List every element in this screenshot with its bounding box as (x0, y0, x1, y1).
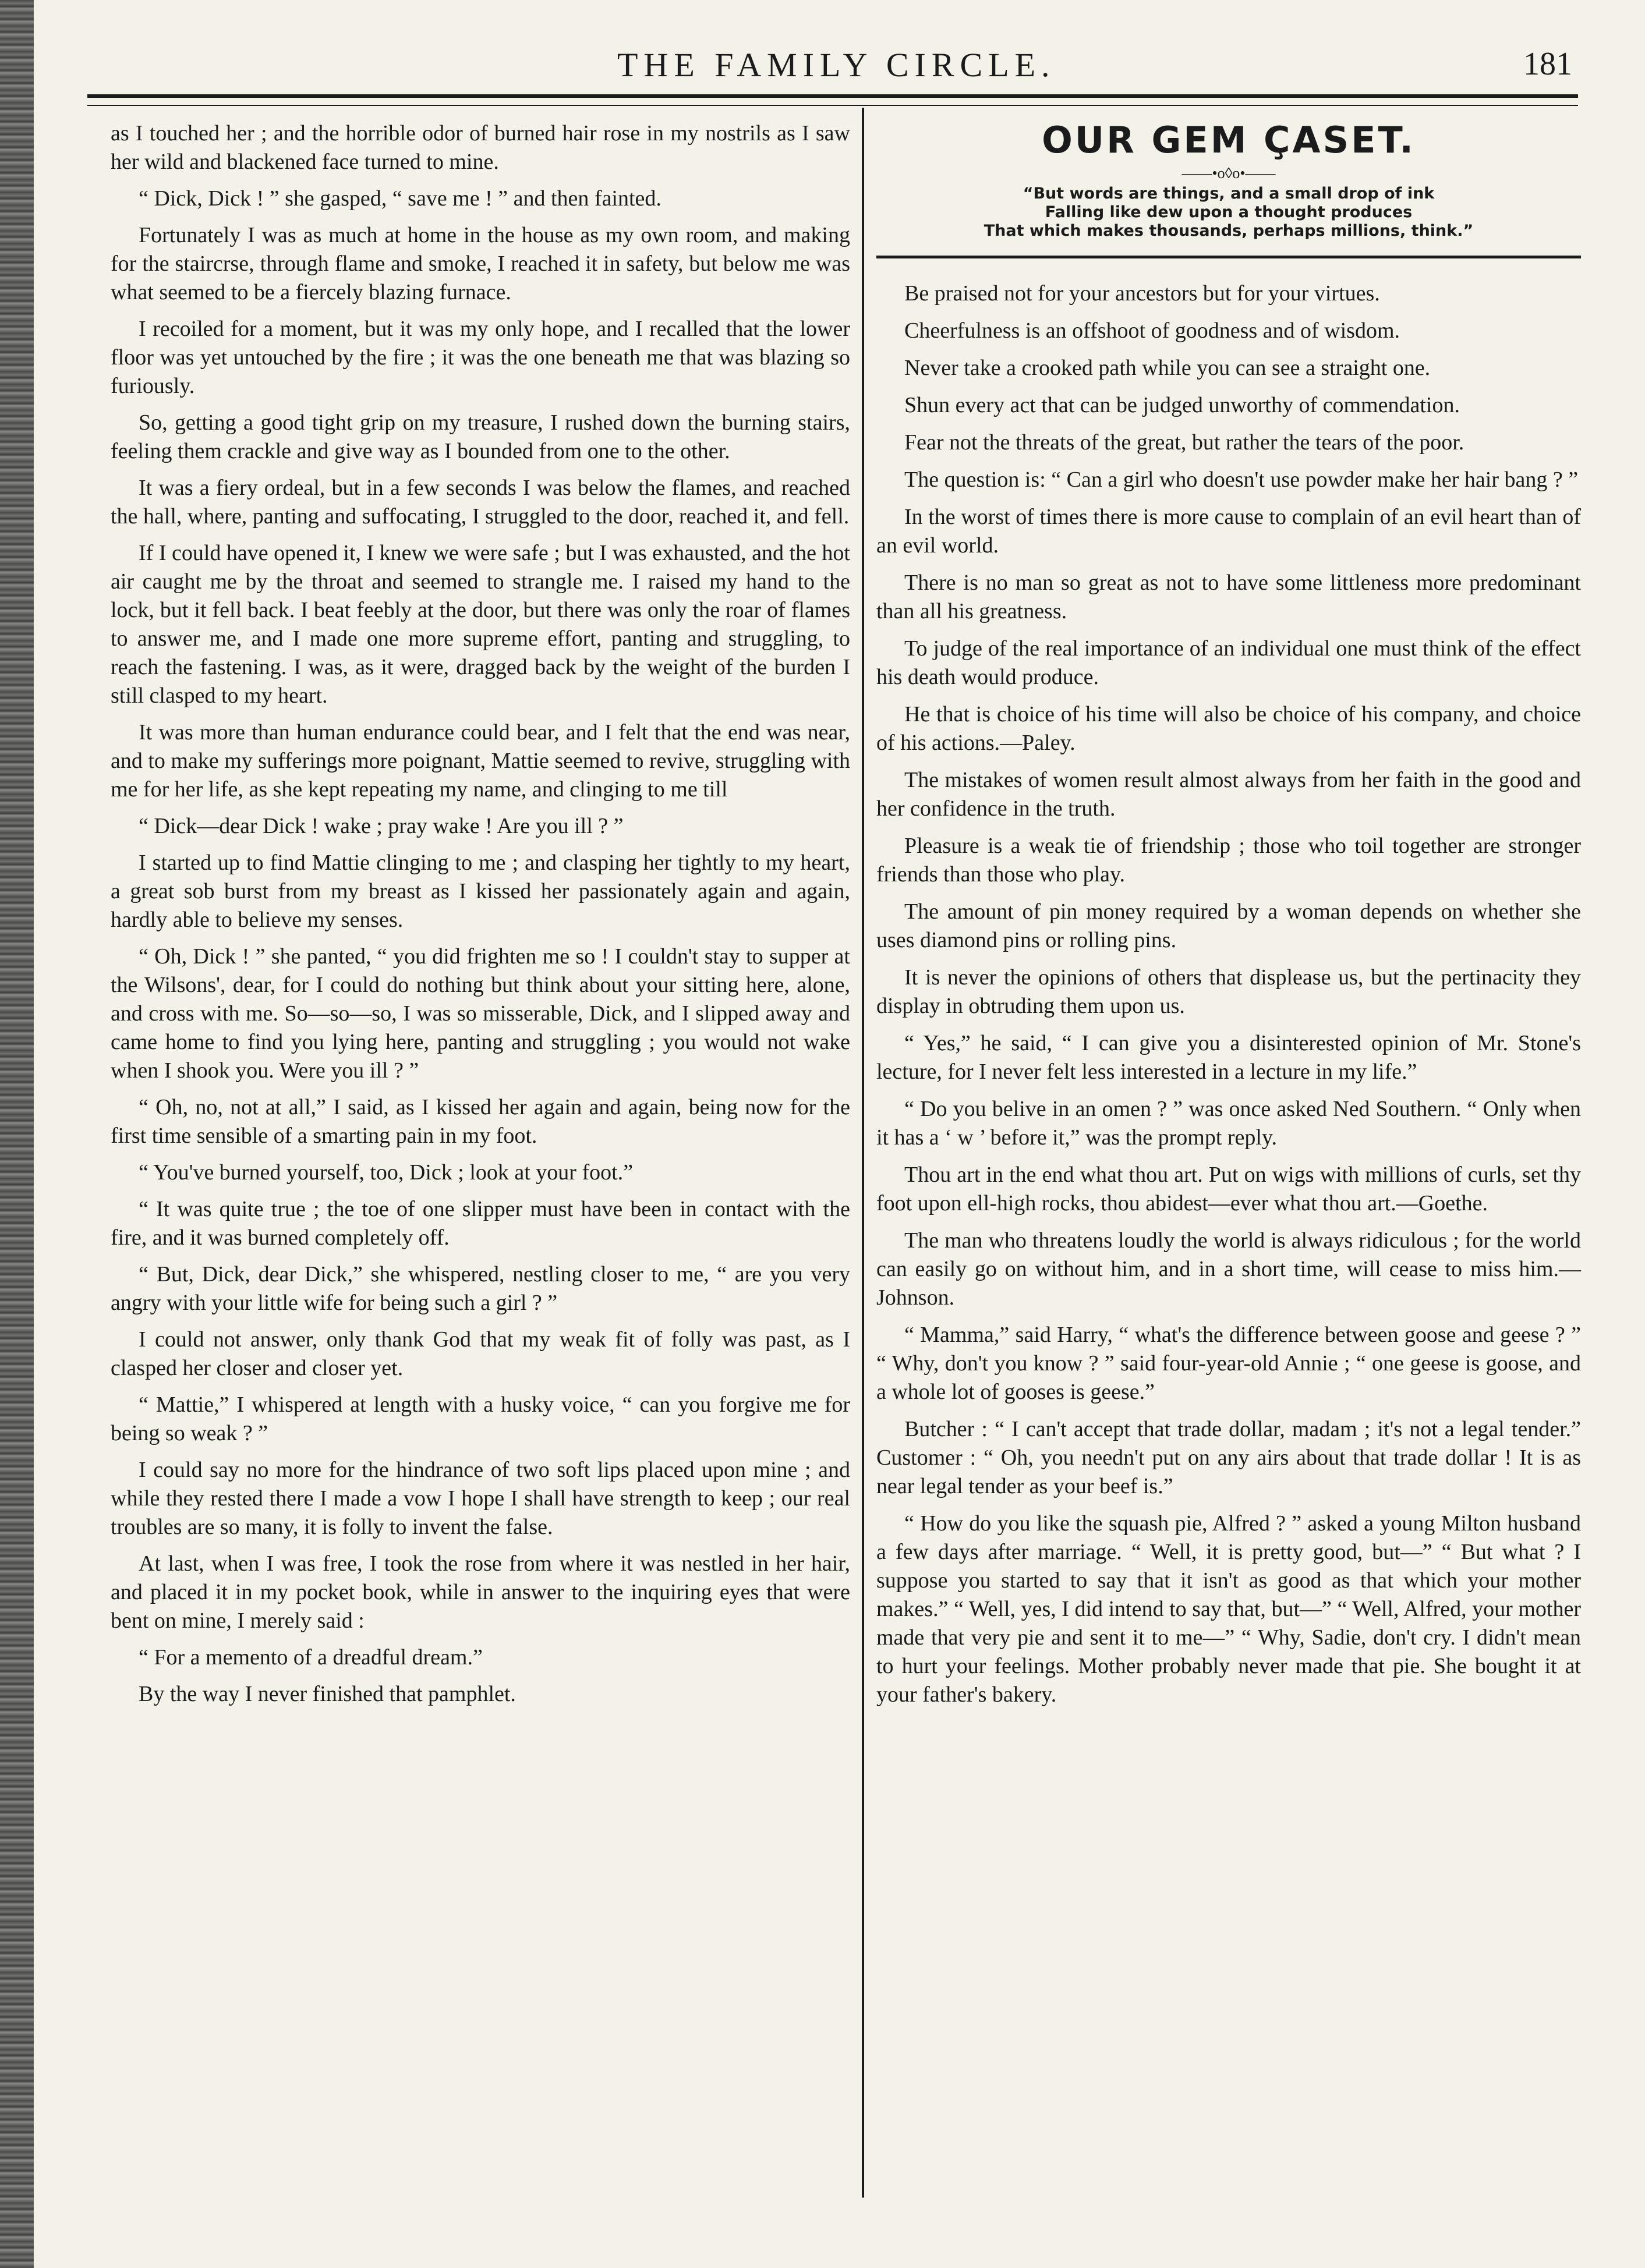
gem-caset-column (876, 119, 1581, 1718)
story-paragraph: “ It was quite true ; the toe of one slipper must have been in contact with the fire, and it was burned completely off. (111, 1197, 850, 1250)
gem-item: There is no man so great as not to have some littleness more predominant than all his greatness. (876, 570, 1581, 623)
gem-item: The mistakes of women result almost always from her faith in the good and her confidence in the truth. (876, 768, 1581, 821)
header-rule (87, 94, 1578, 106)
page-binding-edge (0, 0, 34, 2268)
epigraph-line: That which makes thousands, perhaps millions, think.” (984, 222, 1474, 240)
section-rule (876, 256, 1581, 258)
gem-item: Cheerfulness is an offshoot of goodness and of wisdom. (904, 318, 1400, 343)
gem-item: To judge of the real importance of an individual one must think of the effect his death would produce. (876, 636, 1581, 689)
gem-item: “ How do you like the squash pie, Alfred ? ” asked a young Milton husband a few days after marriage. “ Well, it is pretty good, but—” “ But what ? I suppose you started to say that it isn't as good as that which your mother makes.” “ Well, yes, I did intend to say that, but—” “ Well, Alfred, your mother made that very pie and sent it to me—” “ Why, Sadie, don't cry. I didn't mean to hurt your feelings. Mother probably never made that pie. She bought it at your father's bakery. (876, 1511, 1581, 1707)
story-paragraph: “ Oh, Dick ! ” she panted, “ you did frighten me so ! I couldn't stay to supper at the Wilsons', dear, for I could do nothing but think about your sitting here, alone, and cross with me. So—so—so, I was so misserable, Dick, and I slipped away and came home to find you lying here, panting and struggling ; you would not wake when I shook you. Were you ill ? ” (111, 944, 850, 1083)
gem-item: Never take a crooked path while you can see a straight one. (904, 356, 1431, 380)
gem-item: In the worst of times there is more cause to complain of an evil heart than of an evil world. (876, 505, 1581, 558)
gem-item: Fear not the threats of the great, but rather the tears of the poor. (904, 430, 1464, 455)
story-paragraph: It was more than human endurance could bear, and I felt that the end was near, and to make my sufferings more poignant, Mattie seemed to revive, struggling with me for her life, as she kept repeating my name, and clinging to me till (111, 720, 850, 802)
story-paragraph: So, getting a good tight grip on my treasure, I rushed down the burning stairs, feeling them crackle and give way as I bounded from one to the other. (111, 410, 850, 463)
gem-item: Pleasure is a weak tie of friendship ; those who toil together are stronger friends than those who play. (876, 834, 1581, 887)
story-paragraph: “ But, Dick, dear Dick,” she whispered, nestling closer to me, “ are you very angry with your little wife for being such a girl ? ” (111, 1262, 850, 1315)
story-paragraph: “ For a memento of a dreadful dream.” (139, 1645, 483, 1670)
gem-item: “ Do you belive in an omen ? ” was once asked Ned Southern. “ Only when it has a ‘ w ’ before it,” was the prompt reply. (876, 1097, 1581, 1150)
epigraph-line: “But words are things, and a small drop of ink (1023, 185, 1435, 203)
story-paragraph: I started up to find Mattie clinging to me ; and clasping her tightly to my heart, a great sob burst from my breast as I kissed her passionately again and again, hardly able to believe my senses. (111, 850, 850, 932)
epigraph-line: Falling like dew upon a thought produces (1045, 203, 1413, 221)
page-number: 181 (1523, 46, 1572, 82)
story-paragraph: “ Dick—dear Dick ! wake ; pray wake ! Are you ill ? ” (139, 814, 624, 838)
section-title: OUR GEM ÇASET. (1042, 119, 1416, 161)
story-column (111, 119, 850, 1717)
gem-item: Butcher : “ I can't accept that trade dollar, madam ; it's not a legal tender.” Customer : “ Oh, you needn't put on any airs about that trade dollar ! It is as near legal tender as your beef is.” (876, 1417, 1581, 1498)
column-divider (862, 108, 864, 2198)
story-paragraph: as I touched her ; and the horrible odor of burned hair rose in my nostrils as I saw her wild and blackened face turned to mine. (111, 121, 850, 174)
story-paragraph: Fortunately I was as much at home in the house as my own room, and making for the staircrse, through flame and smoke, I reached it in safety, but below me was what seemed to be a fiercely blazing furnace. (111, 223, 850, 304)
gem-item: He that is choice of his time will also be choice of his company, and choice of his actions.—Paley. (876, 702, 1581, 755)
gem-item: The man who threatens loudly the world is always ridiculous ; for the world can easily go on without him, and in a short time, will cease to miss him.—Johnson. (876, 1228, 1581, 1310)
gem-item: It is never the opinions of others that displease us, but the pertinacity they display in obtruding them upon us. (876, 965, 1581, 1018)
epigraph (876, 185, 1581, 240)
story-paragraph: I could not answer, only thank God that my weak fit of folly was past, as I clasped her closer and closer yet. (111, 1327, 850, 1380)
page-header (582, 45, 1572, 92)
story-paragraph: “ Oh, no, not at all,” I said, as I kissed her again and again, being now for the first time sensible of a smarting pain in my foot. (111, 1095, 850, 1148)
gem-item: “ Mamma,” said Harry, “ what's the difference between goose and geese ? ” “ Why, don't you know ? ” said four-year-old Annie ; “ one geese is goose, and a whole lot of gooses is geese.” (876, 1323, 1581, 1404)
journal-title: THE FAMILY CIRCLE. (617, 46, 1056, 84)
story-paragraph: It was a fiery ordeal, but in a few seconds I was below the flames, and reached the hall, where, panting and suffocating, I struggled to the door, reached it, and fell. (111, 476, 850, 529)
story-paragraph: At last, when I was free, I took the rose from where it was nestled in her hair, and placed it in my pocket book, while in answer to the inquiring eyes that were bent on mine, I merely said : (111, 1551, 850, 1633)
gem-item: Shun every act that can be judged unworthy of commendation. (904, 393, 1460, 417)
story-paragraph: “ You've burned yourself, too, Dick ; look at your foot.” (139, 1160, 634, 1185)
gem-item: The amount of pin money required by a woman depends on whether she uses diamond pins or rolling pins. (876, 899, 1581, 952)
title-ornament: ——•o◊o•—— (1181, 165, 1276, 182)
gem-item: Be praised not for your ancestors but for your virtues. (904, 281, 1380, 306)
story-paragraph: “ Dick, Dick ! ” she gasped, “ save me ! ” and then fainted. (139, 186, 661, 211)
gem-item: The question is: “ Can a girl who doesn't use powder make her hair bang ? ” (904, 467, 1579, 492)
gem-item: Thou art in the end what thou art. Put on wigs with millions of curls, set thy foot upon ell-high rocks, thou abidest—ever what thou art.—Goethe. (876, 1163, 1581, 1215)
story-paragraph: I could say no more for the hindrance of two soft lips placed upon mine ; and while they rested there I made a vow I hope I shall have strength to keep ; our real troubles are so many, it is folly to invent the false. (111, 1458, 850, 1539)
story-paragraph: By the way I never finished that pamphlet. (139, 1682, 516, 1706)
story-paragraph: I recoiled for a moment, but it was my only hope, and I recalled that the lower floor was yet untouched by the fire ; it was the one beneath me that was blazing so furiously. (111, 317, 850, 398)
story-paragraph: If I could have opened it, I knew we were safe ; but I was exhausted, and the hot air caught me by the throat and seemed to strangle me. I raised my hand to the lock, but it fell back. I beat feebly at the door, but there was only the roar of flames to answer me, and I made one more supreme effort, panting and struggling, to reach the fastening. I was, as it were, dragged back by the weight of the burden I still clasped to my heart. (111, 541, 850, 708)
story-paragraph: “ Mattie,” I whispered at length with a husky voice, “ can you forgive me for being so weak ? ” (111, 1392, 850, 1445)
gem-item: “ Yes,” he said, “ I can give you a disinterested opinion of Mr. Stone's lecture, for I never felt less interested in a lecture in my life.” (876, 1031, 1581, 1084)
